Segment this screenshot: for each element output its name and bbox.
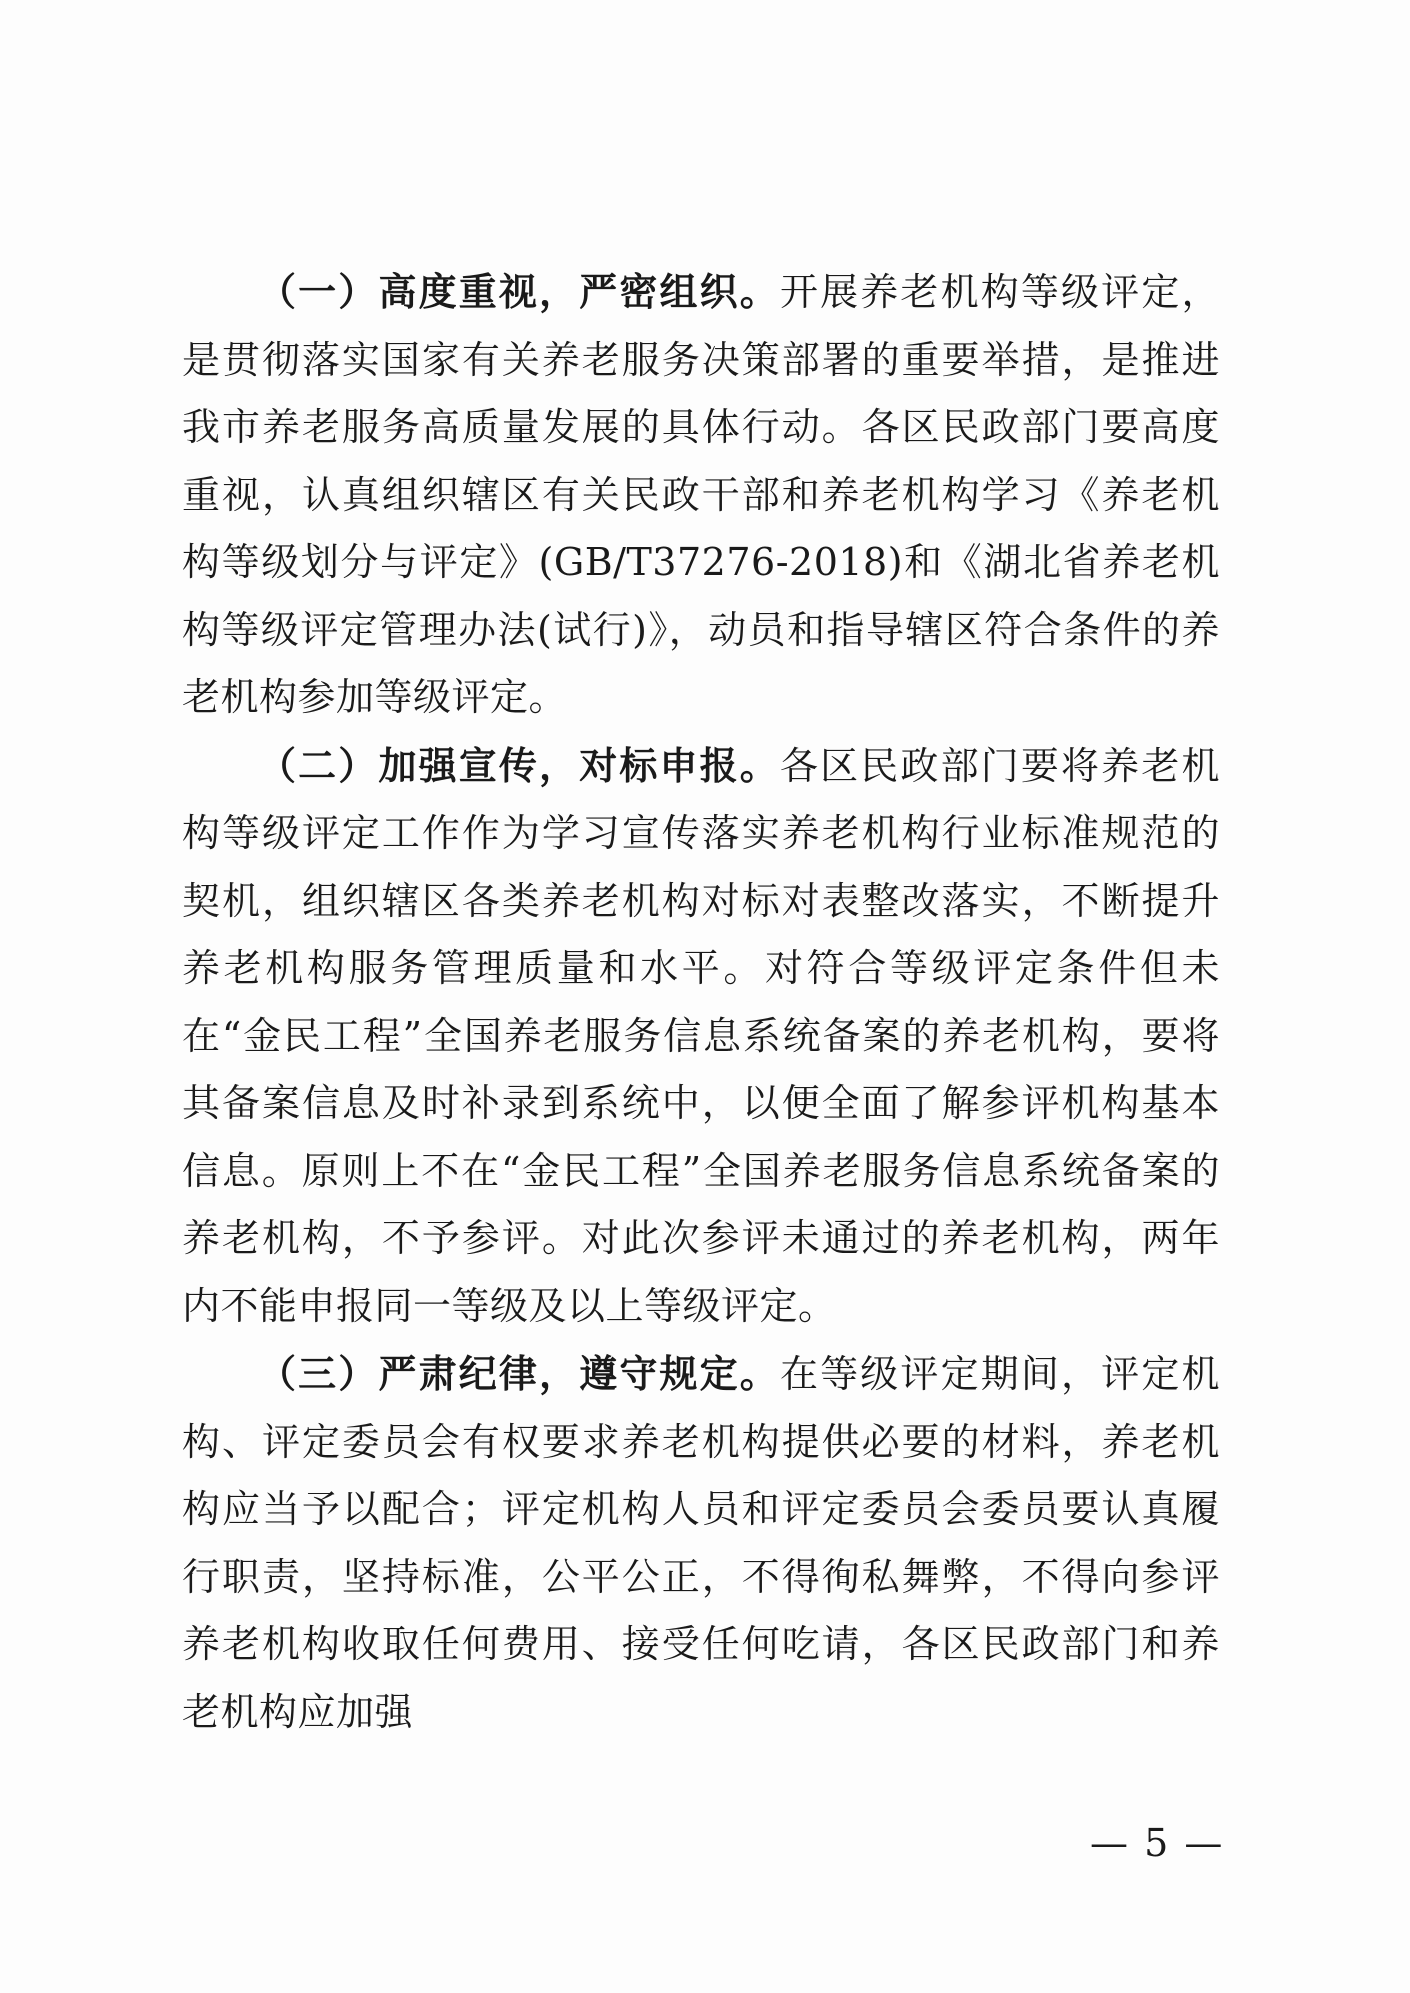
section-1 — [182, 258, 1220, 732]
section-1-heading: （一）高度重视，严密组织。 — [258, 269, 780, 314]
section-3-body: 在等级评定期间，评定机构、评定委员会有权要求养老机构提供必要的材料，养老机构应当予以配合；评定机构人员和评定委员会委员要认真履行职责，坚持标准，公平公正，不得徇私舞弊，不得向参评养老机构收取任何费用、接受任何吃请，各区民政部门和养老机构应加强 — [182, 1352, 1220, 1734]
page-number: — 5 — — [1090, 1821, 1225, 1865]
section-3-heading: （三）严肃纪律，遵守规定。 — [258, 1351, 780, 1396]
section-2-body: 各区民政部门要将养老机构等级评定工作作为学习宣传落实养老机构行业标准规范的契机，组织辖区各类养老机构对标对表整改落实，不断提升养老机构服务管理质量和水平。对符合等级评定条件但未在“金民工程”全国养老服务信息系统备案的养老机构，要将其备案信息及时补录到系统中，以便全面了解参评机构基本信息。原则上不在“金民工程”全国养老服务信息系统备案的养老机构，不予参评。对此次参评未通过的养老机构，两年内不能申报同一等级及以上等级评定。 — [182, 743, 1220, 1328]
section-3 — [182, 1340, 1220, 1746]
section-1-body: 开展养老机构等级评定，是贯彻落实国家有关养老服务决策部署的重要举措，是推进我市养老服务高质量发展的具体行动。各区民政部门要高度重视，认真组织辖区有关民政干部和养老机构学习《养老机构等级划分与评定》(GB/T37276-2018)和《湖北省养老机构等级评定管理办法(试行)》，动员和指导辖区符合条件的养老机构参加等级评定。 — [182, 270, 1220, 719]
document-body — [182, 258, 1220, 1746]
section-2-heading: （二）加强宣传，对标申报。 — [258, 742, 780, 788]
section-2 — [182, 732, 1220, 1341]
